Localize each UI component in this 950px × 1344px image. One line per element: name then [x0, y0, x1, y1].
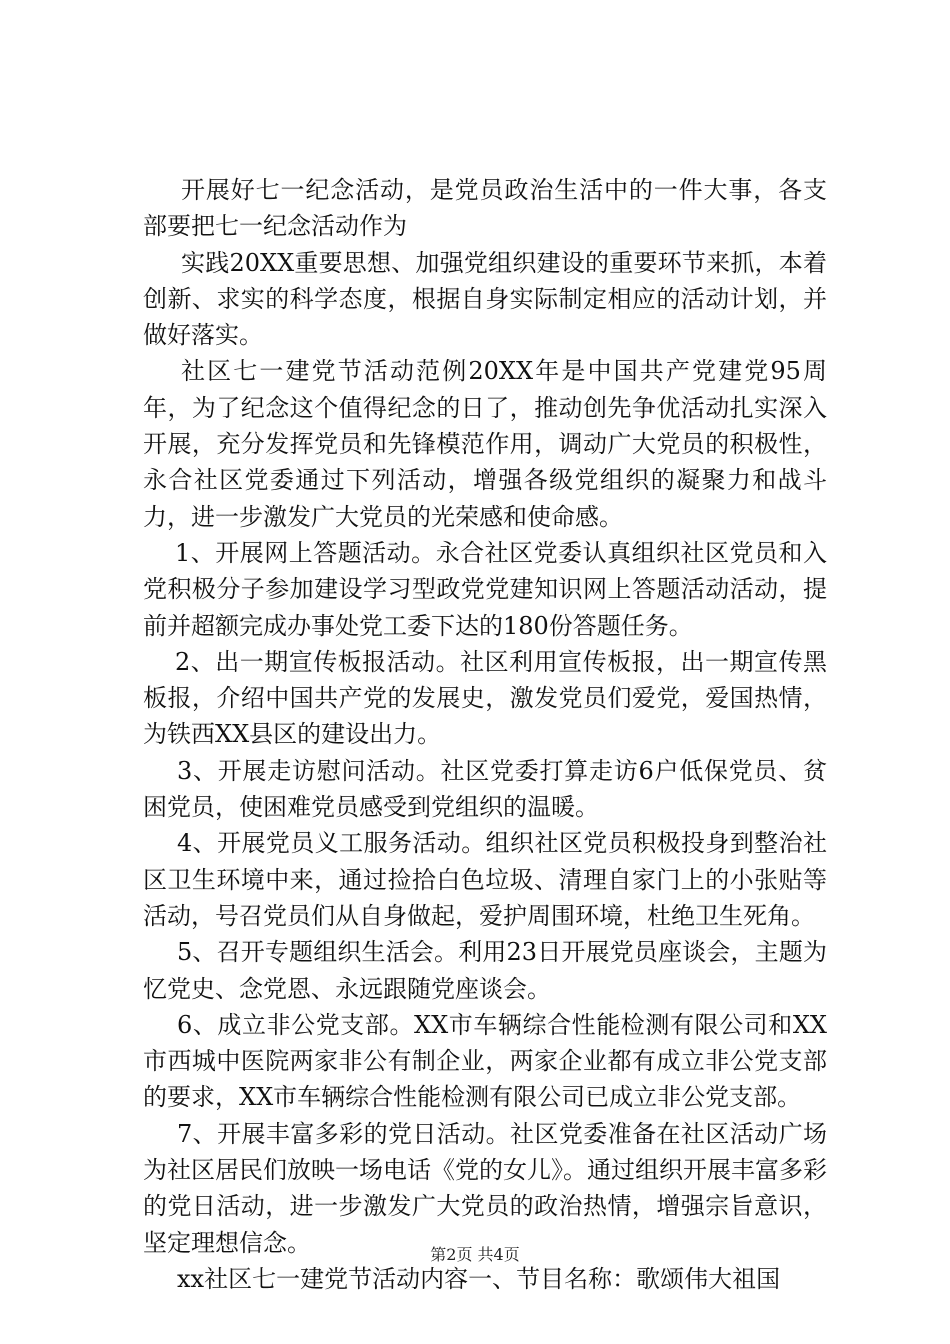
page-indicator: 第2页 共4页 — [430, 1245, 520, 1264]
paragraph-item-7: 7、开展丰富多彩的党日活动。社区党委准备在社区活动广场为社区居民们放映一场电话《党的女儿》。通过组织开展丰富多彩的党日活动，进一步激发广大党员的政治热情，增强宗旨意识，坚定理想信念。 — [143, 1119, 827, 1257]
paragraph-program-title: xx社区七一建党节活动内容一、节目名称：歌颂伟大祖国 — [177, 1264, 781, 1293]
paragraph-item-3: 3、开展走访慰问活动。社区党委打算走访6户低保党员、贫困党员，使困难党员感受到党组织的温暖。 — [143, 756, 827, 822]
paragraph-example-overview: 社区七一建党节活动范例20XX年是中国共产党建党95周年，为了纪念这个值得纪念的日了，推动创先争优活动扎实深入开展，充分发挥党员和先锋模范作用，调动广大党员的积极性，永合社区党委通过下列活动，增强各级党组织的凝聚力和战斗力，进一步激发广大党员的光荣感和使命感。 — [143, 357, 827, 531]
paragraph-item-1: 1、开展网上答题活动。永合社区党委认真组织社区党员和入党积极分子参加建设学习型政党党建知识网上答题活动活动，提前并超额完成办事处党工委下达的180份答题任务。 — [143, 538, 827, 640]
paragraph-item-2: 2、出一期宣传板报活动。社区利用宣传板报，出一期宣传黑板报，介绍中国共产党的发展史，激发党员们爱党，爱国热情，为铁西XX县区的建设出力。 — [143, 647, 827, 749]
document-body — [143, 172, 827, 1297]
paragraph-intro: 开展好七一纪念活动，是党员政治生活中的一件大事，各支部要把七一纪念活动作为 — [143, 176, 827, 241]
paragraph-item-5: 5、召开专题组织生活会。利用23日开展党员座谈会，主题为忆党史、念党恩、永远跟随党座谈会。 — [143, 938, 827, 1003]
paragraph-item-4: 4、开展党员义工服务活动。组织社区党员积极投身到整治社区卫生环境中来，通过捡拾白色垃圾、清理自家门上的小张贴等活动，号召党员们从自身做起，爱护周围环境，杜绝卫生死角。 — [143, 829, 827, 930]
paragraph-intro-continued: 实践20XX重要思想、加强党组织建设的重要环节来抓，本着创新、求实的科学态度，根据自身实际制定相应的活动计划，并做好落实。 — [143, 248, 827, 350]
paragraph-item-6: 6、成立非公党支部。XX市车辆综合性能检测有限公司和XX市西城中医院两家非公有制企业，两家企业都有成立非公党支部的要求，XX市车辆综合性能检测有限公司已成立非公党支部。 — [143, 1010, 827, 1112]
